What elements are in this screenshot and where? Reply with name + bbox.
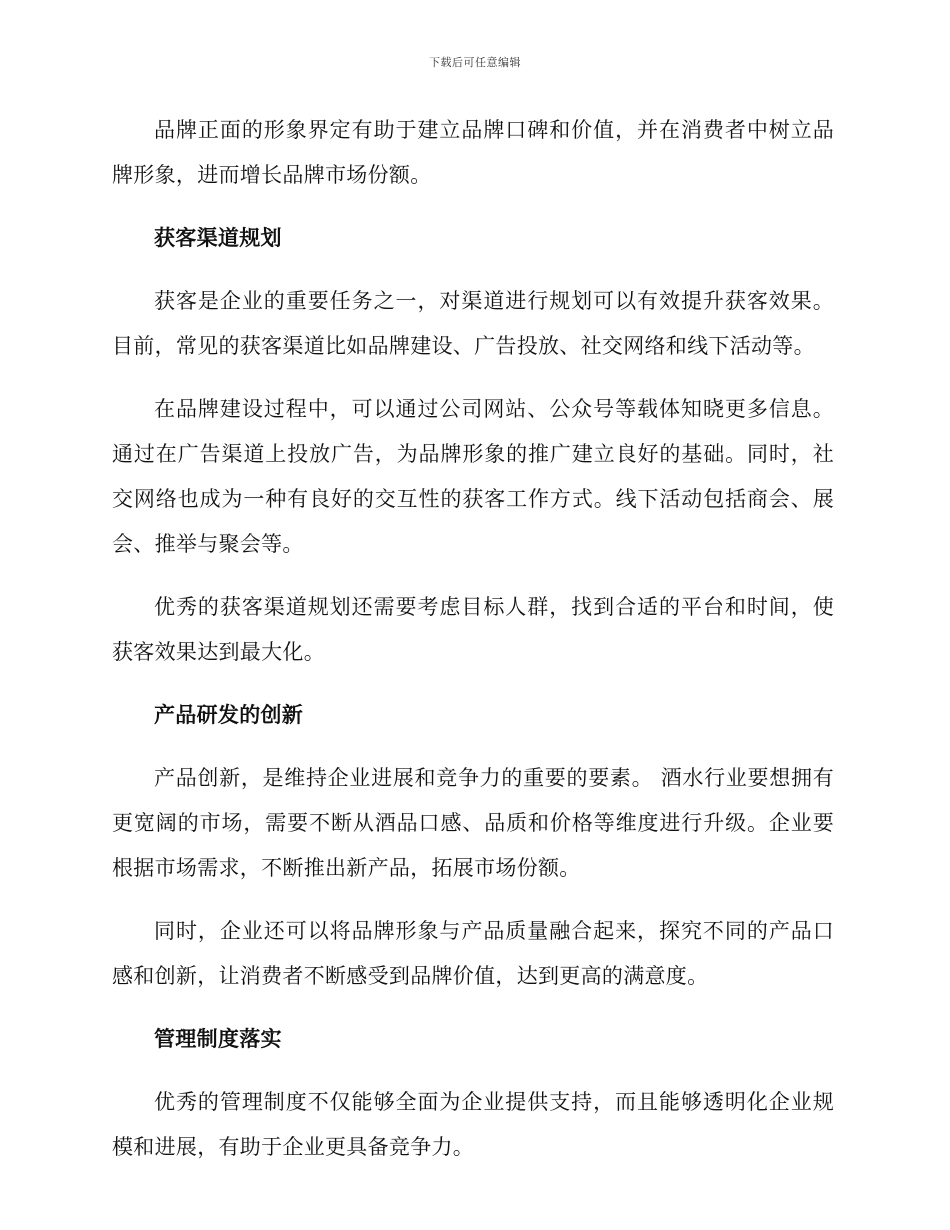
paragraph-acquisition-intro: 获客是企业的重要任务之一，对渠道进行规划可以有效提升获客效果。目前，常见的获客渠道比如品牌建设、广告投放、社交网络和线下活动等。	[112, 289, 834, 358]
paragraph-brand-building: 在品牌建设过程中，可以通过公司网站、公众号等载体知晓更多信息。通过在广告渠道上投放广告，为品牌形象的推广建立良好的基础。同时，社交网络也成为一种有良好的交互性的获客工作方式。线下活动包括商会、展会、推举与聚会等。	[112, 397, 834, 556]
paragraph-product-innovation: 产品创新，是维持企业进展和竞争力的重要的要素。 酒水行业要想拥有更宽阔的市场，需要不断从酒品口感、品质和价格等维度进行升级。企业要根据市场需求，不断推出新产品，拓展市场份额。	[112, 766, 834, 880]
section-heading-management-system: 管理制度落实	[154, 1027, 282, 1051]
paragraph-acquisition-planning: 优秀的获客渠道规划还需要考虑目标人群，找到合适的平台和时间，使获客效果达到最大化。	[112, 595, 834, 664]
section-heading-acquisition-channels: 获客渠道规划	[154, 226, 282, 250]
header-note: 下载后可任意编辑	[429, 56, 521, 69]
document-body	[112, 108, 834, 1188]
paragraph-brand-quality: 同时，企业还可以将品牌形象与产品质量融合起来，探究不同的产品口感和创新，让消费者不断感受到品牌价值，达到更高的满意度。	[112, 919, 834, 988]
paragraph-brand-image: 品牌正面的形象界定有助于建立品牌口碑和价值，并在消费者中树立品牌形象，进而增长品牌市场份额。	[112, 118, 834, 187]
paragraph-management-system: 优秀的管理制度不仅能够全面为企业提供支持，而且能够透明化企业规模和进展，有助于企业更具备竞争力。	[112, 1090, 834, 1159]
section-heading-product-innovation: 产品研发的创新	[154, 703, 304, 727]
